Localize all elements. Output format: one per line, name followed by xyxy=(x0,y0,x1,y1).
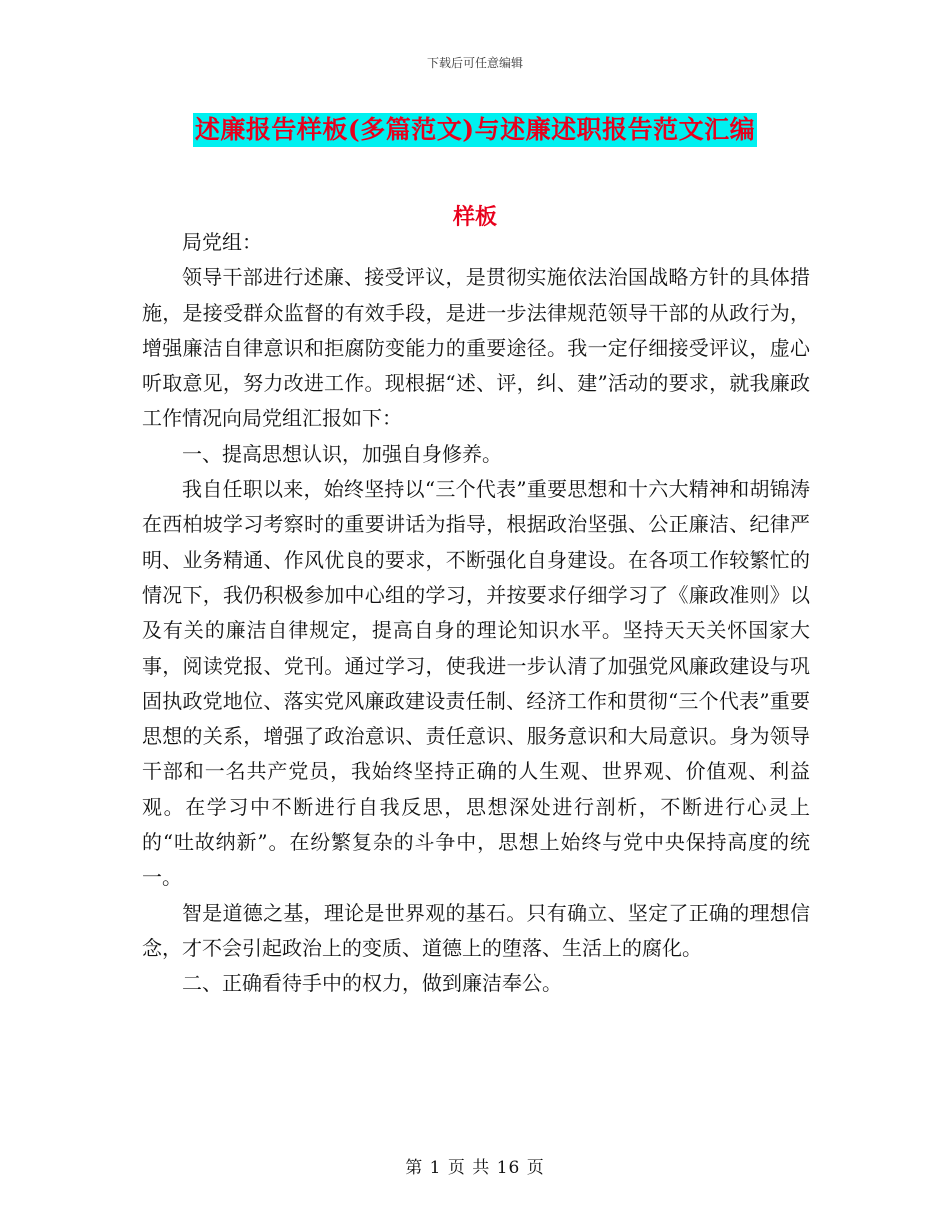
document-title: 述廉报告样板(多篇范文)与述廉述职报告范文汇编 xyxy=(193,113,757,147)
document-body xyxy=(142,225,810,1002)
paragraph: 领导干部进行述廉、接受评议，是贯彻实施依法治国战略方针的具体措施，是接受群众监督的有效手段，是进一步法律规范领导干部的从政行为，增强廉洁自律意识和拒腐防变能力的重要途径。我一定仔细接受评议，虚心听取意见，努力改进工作。现根据“述、评，纠、建”活动的要求，就我廉政工作情况向局党组汇报如下： xyxy=(142,265,810,431)
salutation: 局党组： xyxy=(182,230,262,254)
header-note: 下载后可任意编辑 xyxy=(426,56,523,70)
page-footer: 第 1 页 共 16 页 xyxy=(405,1158,545,1178)
paragraph: 智是道德之基，理论是世界观的基石。只有确立、坚定了正确的理想信念，才不会引起政治上的变质、道德上的堕落、生活上的腐化。 xyxy=(142,900,810,960)
section-title: 样板 xyxy=(452,204,497,230)
heading-1: 一、提高思想认识，加强自身修养。 xyxy=(182,441,502,466)
document-title-wrap xyxy=(0,113,950,147)
heading-2: 二、正确看待手中的权力，做到廉洁奉公。 xyxy=(182,971,562,996)
paragraph: 我自任职以来，始终坚持以“三个代表”重要思想和十六大精神和胡锦涛在西柏坡学习考察时的重要讲话为指导，根据政治坚强、公正廉洁、纪律严明、业务精通、作风优良的要求，不断强化自身建设。在各项工作较繁忙的情况下，我仍积极参加中心组的学习，并按要求仔细学习了《廉政准则》以及有关的廉洁自律规定，提高自身的理论知识水平。坚持天天关怀国家大事，阅读党报、党刊。通过学习，使我进一步认清了加强党风廉政建设与巩固执政党地位、落实党风廉政建设责任制、经济工作和贯彻“三个代表”重要思想的关系，增强了政治意识、责任意识、服务意识和大局意识。身为领导干部和一名共产党员，我始终坚持正确的人生观、世界观、价值观、利益观。在学习中不断进行自我反思，思想深处进行剖析，不断进行心灵上的“吐故纳新”。在纷繁复杂的斗争中，思想上始终与党中央保持高度的统一。 xyxy=(142,477,810,890)
